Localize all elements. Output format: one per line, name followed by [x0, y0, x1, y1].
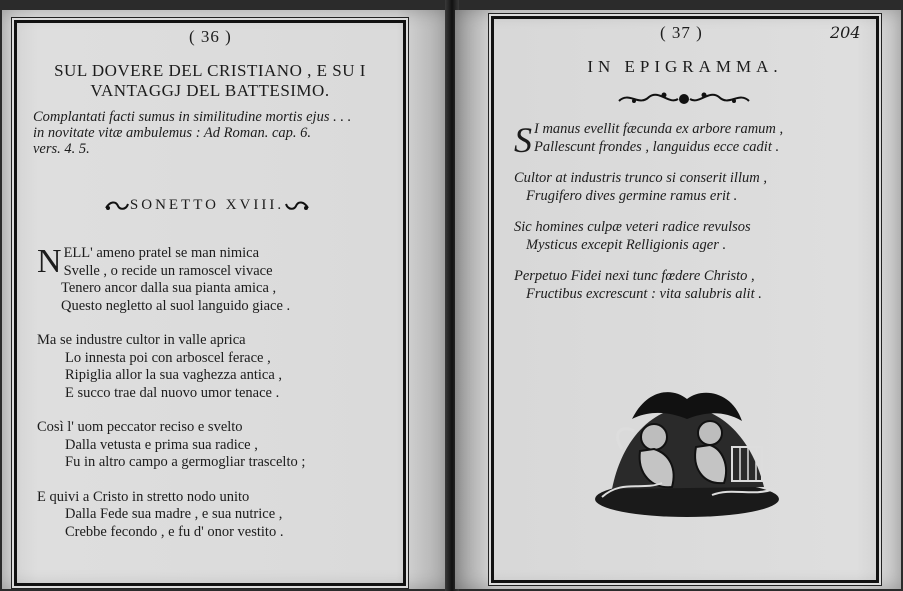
epigraph-line-1: Complantati facti sumus in similitudine mortis ejus . . . [33, 109, 352, 125]
stanza-2 [37, 332, 397, 402]
epigraph-line-3: vers. 4. 5. [33, 141, 90, 157]
poem-line: Svelle , o recide un ramoscel vivace [63, 262, 273, 279]
title-line-1: SUL DOVERE DEL CRISTIANO , E SU I [54, 61, 366, 80]
poem-line: Ma se industre cultor in valle aprica [37, 332, 246, 348]
left-title [25, 61, 395, 101]
left-page [2, 10, 450, 589]
poem-line: Lo innesta poi con arboscel ferace , [65, 349, 271, 366]
right-page-number: ( 37 ) [660, 23, 703, 42]
poem-line: Fu in altro campo a germogliar trascelto ; [65, 454, 306, 470]
verse-line: Sic homines culpæ veteri radice revulsos [514, 219, 751, 235]
verse-line: Mysticus excepit Relligionis ager . [526, 236, 727, 253]
verse-line: Frugifero dives germine ramus erit . [526, 187, 738, 204]
fleuron-right-icon [284, 200, 310, 212]
handwritten-folio-number: 204 [830, 23, 861, 42]
right-dropcap: S [514, 120, 532, 160]
headpiece-ornament-icon [614, 89, 754, 109]
couplet-3 [514, 219, 864, 254]
poem-line: Tenero ancor dalla sua pianta amica , [61, 280, 277, 296]
poem-line: Questo negletto al suol languido giace . [61, 297, 291, 314]
poem-line: E quivi a Cristo in stretto nodo unito [37, 488, 250, 505]
verse-line: Pallescunt frondes , languidus ecce cadit . [534, 138, 780, 155]
cherubs-woodcut-icon [592, 379, 782, 519]
left-page-frame [14, 20, 406, 586]
verse-line: Cultor at industris trunco si conserit illum , [514, 170, 767, 186]
stanza-3 [37, 419, 397, 472]
right-page [455, 10, 901, 589]
poem-line: Dalla Fede sua madre , e sua nutrice , [65, 506, 283, 522]
stanza-1 [37, 245, 397, 315]
stanza-4 [37, 489, 397, 542]
right-title: IN EPIGRAMMA. [587, 57, 783, 76]
couplet-1 [514, 120, 864, 160]
epigram-body [514, 121, 864, 303]
verse-line: I manus evellit fæcunda ex arbore ramum , [534, 121, 784, 137]
poem-line: Crebbe fecondo , e fu d' onor vestito . [65, 523, 284, 540]
left-page-number: ( 36 ) [189, 27, 232, 46]
sonnet-heading-row [77, 197, 337, 214]
verse-line: Perpetuo Fidei nexi tunc fœdere Christo , [514, 268, 755, 284]
left-dropcap: N [37, 243, 62, 280]
verse-line: Fructibus excrescunt : vita salubris alit . [526, 285, 762, 302]
poem-line: Dalla vetusta e prima sua radice , [65, 436, 258, 453]
couplet-4 [514, 268, 864, 303]
poem-line: Così l' uom peccator reciso e svelto [37, 419, 243, 435]
epigraph [33, 109, 399, 157]
sonnet-body [37, 245, 397, 558]
couplet-2 [514, 170, 864, 205]
fleuron-left-icon [104, 200, 130, 212]
poem-line: E succo trae dal nuovo umor tenace . [65, 384, 280, 401]
right-page-frame [491, 16, 879, 583]
poem-line: Ripiglia allor la sua vaghezza antica , [65, 367, 283, 383]
sonnet-heading: SONETTO XVIII. [129, 197, 285, 213]
poem-line: ELL' ameno pratel se man nimica [63, 245, 260, 261]
epigraph-line-2: in novitate vitæ ambulemus : Ad Roman. cap. 6. [33, 125, 312, 141]
title-line-2: VANTAGGJ DEL BATTESIMO. [90, 81, 330, 100]
